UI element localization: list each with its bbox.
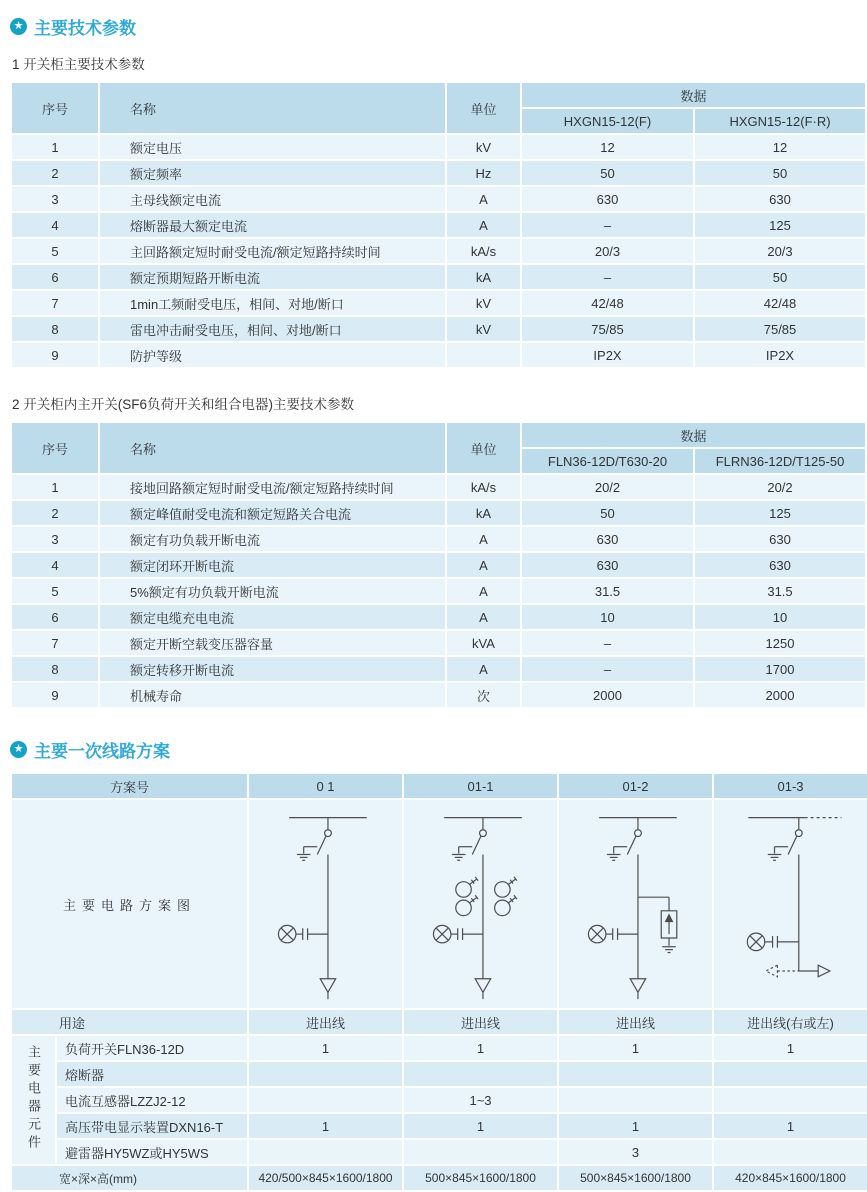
diagram-row <box>12 800 867 1008</box>
component-name: 电流互感器LZZJ2-12 <box>57 1088 247 1112</box>
cell-v2: 20/3 <box>695 239 865 263</box>
cell-unit: A <box>447 605 520 629</box>
cell-name: 额定频率 <box>100 161 445 185</box>
component-qty: 1 <box>404 1036 557 1060</box>
cell-v2: 50 <box>695 161 865 185</box>
col-header-model1: HXGN15-12(F) <box>522 109 693 133</box>
usage-label: 用途 <box>12 1010 247 1034</box>
cell-unit: kVA <box>447 631 520 655</box>
cell-v2: 2000 <box>695 683 865 707</box>
component-qty <box>714 1088 867 1112</box>
col-header-model2: FLRN36-12D/T125-50 <box>695 449 865 473</box>
cell-v2: 125 <box>695 501 865 525</box>
cell-no: 5 <box>12 239 98 263</box>
cell-no: 6 <box>12 605 98 629</box>
cell-v2: IP2X <box>695 343 865 367</box>
cell-unit: 次 <box>447 683 520 707</box>
cell-unit: kA <box>447 501 520 525</box>
component-name: 负荷开关FLN36-12D <box>57 1036 247 1060</box>
component-row <box>12 1140 867 1164</box>
component-qty <box>559 1062 712 1086</box>
usage-row <box>12 1010 867 1034</box>
cell-name: 额定闭环开断电流 <box>100 553 445 577</box>
cell-unit: Hz <box>447 161 520 185</box>
cell-no: 4 <box>12 213 98 237</box>
table-header-row <box>12 83 865 107</box>
table-row <box>12 631 865 655</box>
dimension-row <box>12 1166 867 1190</box>
cell-no: 6 <box>12 265 98 289</box>
col-header-no: 序号 <box>12 423 98 473</box>
col-header-data: 数据 <box>522 423 865 447</box>
cell-v1: – <box>522 265 693 289</box>
dimension-value: 500×845×1600/1800 <box>559 1166 712 1190</box>
cell-no: 2 <box>12 501 98 525</box>
col-header-data: 数据 <box>522 83 865 107</box>
cell-no: 8 <box>12 317 98 341</box>
cell-no: 2 <box>12 161 98 185</box>
component-row <box>12 1114 867 1138</box>
cell-v1: 630 <box>522 527 693 551</box>
scheme-header-row <box>12 774 867 798</box>
table-row <box>12 161 865 185</box>
cell-name: 雷电冲击耐受电压，相间、对地/断口 <box>100 317 445 341</box>
table-row <box>12 501 865 525</box>
cell-unit: A <box>447 187 520 211</box>
component-group-label <box>12 1036 55 1164</box>
component-qty: 1 <box>249 1036 402 1060</box>
component-qty: 1 <box>404 1114 557 1138</box>
cell-v1: 42/48 <box>522 291 693 315</box>
cell-name: 防护等级 <box>100 343 445 367</box>
cell-name: 额定有功负载开断电流 <box>100 527 445 551</box>
cell-v2: 10 <box>695 605 865 629</box>
cell-no: 7 <box>12 291 98 315</box>
table-row <box>12 213 865 237</box>
col-header-no: 序号 <box>12 83 98 133</box>
cell-v1: 75/85 <box>522 317 693 341</box>
usage-value: 进出线(右或左) <box>714 1010 867 1034</box>
diagram-label: 主要电路方案图 <box>12 800 247 1008</box>
col-header-model1: FLN36-12D/T630-20 <box>522 449 693 473</box>
table1-caption: 1 开关柜主要技术参数 <box>12 57 145 72</box>
usage-value: 进出线 <box>559 1010 712 1034</box>
cell-no: 9 <box>12 343 98 367</box>
cell-v2: 630 <box>695 187 865 211</box>
dimension-value: 420×845×1600/1800 <box>714 1166 867 1190</box>
section1-title: 主要技术参数 <box>34 19 136 38</box>
col-header-unit: 单位 <box>447 83 520 133</box>
col-header-name: 名称 <box>100 83 445 133</box>
primary-circuit-scheme-table <box>10 772 867 1192</box>
cell-v2: 630 <box>695 553 865 577</box>
cell-v1: 20/3 <box>522 239 693 263</box>
table2-caption: 2 开关柜内主开关(SF6负荷开关和组合电器)主要技术参数 <box>12 397 355 412</box>
cell-name: 机械寿命 <box>100 683 445 707</box>
component-qty <box>249 1062 402 1086</box>
cell-v1: 31.5 <box>522 579 693 603</box>
cell-unit: A <box>447 657 520 681</box>
scheme-number-label: 方案号 <box>12 774 247 798</box>
star-badge-icon: ★ <box>10 18 27 35</box>
cell-no: 4 <box>12 553 98 577</box>
component-qty: 1 <box>714 1036 867 1060</box>
dimension-value: 500×845×1600/1800 <box>404 1166 557 1190</box>
component-row <box>12 1062 867 1086</box>
cell-name: 1min工频耐受电压，相间、对地/断口 <box>100 291 445 315</box>
cell-v2: 31.5 <box>695 579 865 603</box>
cell-v1: – <box>522 657 693 681</box>
scheme-number: 01-3 <box>714 774 867 798</box>
cell-v2: 75/85 <box>695 317 865 341</box>
table-row <box>12 135 865 159</box>
table-row <box>12 187 865 211</box>
scheme-01-2-diagram <box>559 800 712 1008</box>
cell-v2: 50 <box>695 265 865 289</box>
cell-name: 主母线额定电流 <box>100 187 445 211</box>
cell-unit: kV <box>447 317 520 341</box>
component-qty: 3 <box>559 1140 712 1164</box>
cell-name: 接地回路额定短时耐受电流/额定短路持续时间 <box>100 475 445 499</box>
component-qty <box>404 1140 557 1164</box>
component-qty <box>714 1062 867 1086</box>
cell-name: 额定电压 <box>100 135 445 159</box>
component-qty: 1~3 <box>404 1088 557 1112</box>
component-name: 高压带电显示装置DXN16-T <box>57 1114 247 1138</box>
cell-v1: – <box>522 213 693 237</box>
table-row <box>12 553 865 577</box>
cell-v2: 1700 <box>695 657 865 681</box>
cell-name: 主回路额定短时耐受电流/额定短路持续时间 <box>100 239 445 263</box>
cell-v2: 125 <box>695 213 865 237</box>
cell-v2: 20/2 <box>695 475 865 499</box>
cell-no: 3 <box>12 527 98 551</box>
table-row <box>12 317 865 341</box>
usage-value: 进出线 <box>404 1010 557 1034</box>
component-qty <box>714 1140 867 1164</box>
cell-v2: 630 <box>695 527 865 551</box>
scheme-01-diagram <box>249 800 402 1008</box>
cell-unit: kA/s <box>447 475 520 499</box>
cell-unit: A <box>447 553 520 577</box>
main-switch-parameters-table <box>10 421 867 709</box>
component-qty <box>249 1140 402 1164</box>
scheme-number: 0 1 <box>249 774 402 798</box>
table-row <box>12 239 865 263</box>
cell-name: 额定开断空载变压器容量 <box>100 631 445 655</box>
cell-no: 1 <box>12 135 98 159</box>
cell-no: 9 <box>12 683 98 707</box>
cell-name: 熔断器最大额定电流 <box>100 213 445 237</box>
cell-unit: A <box>447 527 520 551</box>
scheme-number: 01-2 <box>559 774 712 798</box>
section2-title: 主要一次线路方案 <box>34 742 170 761</box>
dimension-label: 宽×深×高(mm) <box>12 1166 247 1190</box>
cell-name: 额定峰值耐受电流和额定短路关合电流 <box>100 501 445 525</box>
cell-v1: 50 <box>522 161 693 185</box>
cell-unit: kV <box>447 135 520 159</box>
dimension-value: 420/500×845×1600/1800 <box>249 1166 402 1190</box>
component-qty <box>559 1088 712 1112</box>
table-row <box>12 579 865 603</box>
component-qty <box>249 1088 402 1112</box>
component-group-vertical-text: 主要电器元件 <box>26 1044 41 1153</box>
cell-no: 3 <box>12 187 98 211</box>
cell-v2: 42/48 <box>695 291 865 315</box>
scheme-01-1-diagram <box>404 800 557 1008</box>
table-row <box>12 605 865 629</box>
table-row <box>12 527 865 551</box>
cell-name: 额定预期短路开断电流 <box>100 265 445 289</box>
cell-v1: 50 <box>522 501 693 525</box>
cell-v2: 1250 <box>695 631 865 655</box>
cell-name: 额定电缆充电电流 <box>100 605 445 629</box>
table-row <box>12 291 865 315</box>
cell-no: 1 <box>12 475 98 499</box>
section2-heading <box>10 737 867 762</box>
component-name: 熔断器 <box>57 1062 247 1086</box>
component-qty: 1 <box>559 1114 712 1138</box>
cell-unit: kV <box>447 291 520 315</box>
table-row <box>12 475 865 499</box>
cell-v1: 12 <box>522 135 693 159</box>
component-qty: 1 <box>559 1036 712 1060</box>
component-row <box>12 1036 867 1060</box>
component-qty <box>404 1062 557 1086</box>
usage-value: 进出线 <box>249 1010 402 1034</box>
cell-unit: kA <box>447 265 520 289</box>
table-header-row <box>12 423 865 447</box>
component-qty: 1 <box>714 1114 867 1138</box>
cell-no: 8 <box>12 657 98 681</box>
cell-v1: 20/2 <box>522 475 693 499</box>
cell-unit <box>447 343 520 367</box>
cell-unit: A <box>447 579 520 603</box>
cell-unit: kA/s <box>447 239 520 263</box>
cell-v1: IP2X <box>522 343 693 367</box>
cell-name: 5%额定有功负载开断电流 <box>100 579 445 603</box>
cell-name: 额定转移开断电流 <box>100 657 445 681</box>
switchgear-parameters-table <box>10 81 867 369</box>
component-name: 避雷器HY5WZ或HY5WS <box>57 1140 247 1164</box>
table-row <box>12 683 865 707</box>
cell-v1: – <box>522 631 693 655</box>
table-row <box>12 265 865 289</box>
col-header-name: 名称 <box>100 423 445 473</box>
star-badge-icon: ★ <box>10 741 27 758</box>
cell-v1: 630 <box>522 553 693 577</box>
cell-v1: 10 <box>522 605 693 629</box>
component-qty: 1 <box>249 1114 402 1138</box>
scheme-01-3-diagram <box>714 800 867 1008</box>
cell-no: 7 <box>12 631 98 655</box>
cell-no: 5 <box>12 579 98 603</box>
cell-unit: A <box>447 213 520 237</box>
section1-heading <box>10 14 867 39</box>
col-header-unit: 单位 <box>447 423 520 473</box>
component-row <box>12 1088 867 1112</box>
table-row <box>12 657 865 681</box>
cell-v1: 2000 <box>522 683 693 707</box>
col-header-model2: HXGN15-12(F·R) <box>695 109 865 133</box>
cell-v2: 12 <box>695 135 865 159</box>
scheme-number: 01-1 <box>404 774 557 798</box>
cell-v1: 630 <box>522 187 693 211</box>
table-row <box>12 343 865 367</box>
